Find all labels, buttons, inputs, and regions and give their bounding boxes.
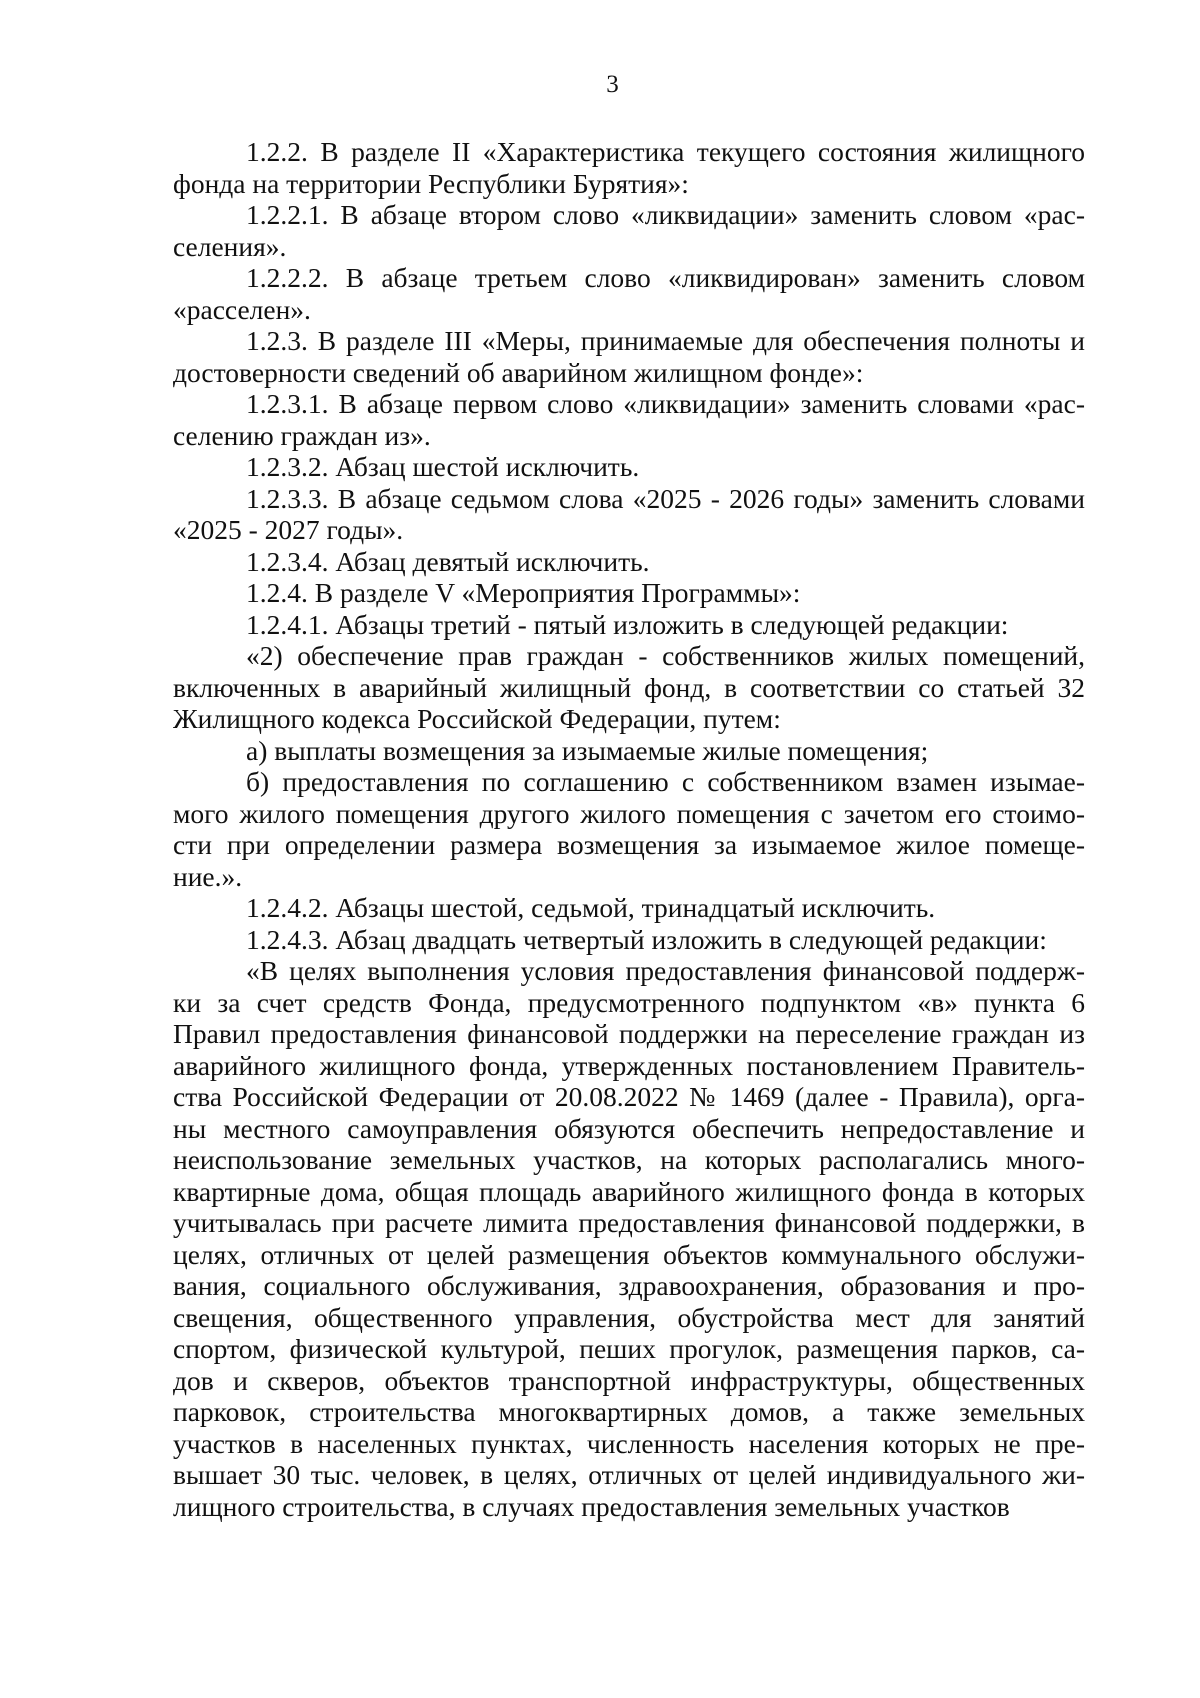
paragraph-line: 1.2.2. В разделе II «Характеристика текущего состояния жилищного <box>246 136 1085 167</box>
paragraph-line: 1.2.3.1. В абзаце первом слово «ликвидации» заменить словами «рас- <box>246 388 1085 419</box>
paragraph-line: Правил предоставления финансовой поддержки на переселение граждан из <box>173 1018 1085 1049</box>
paragraph-line: Жилищного кодекса Российской Федерации, путем: <box>173 703 781 734</box>
paragraph-line: лищного строительства, в случаях предоставления земельных участков <box>173 1490 1010 1522</box>
paragraph-line: сти при определении размера возмещения за изымаемое жилое помеще- <box>173 829 1085 860</box>
paragraph <box>173 199 1085 262</box>
paragraph-line: 1.2.2.2. В абзаце третьем слово «ликвидирован» заменить словом <box>246 262 1085 293</box>
paragraph-line: достоверности сведений об аварийном жилищном фонде»: <box>173 356 864 388</box>
page-number: 3 <box>606 71 619 98</box>
paragraph-line: 1.2.3.2. Абзац шестой исключить. <box>246 451 640 482</box>
paragraph-line: дов и скверов, объектов транспортной инфраструктуры, общественных <box>173 1364 1085 1396</box>
paragraph-line: включенных в аварийный жилищный фонд, в соответствии со статьей 32 <box>173 671 1085 703</box>
paragraph <box>173 924 1085 956</box>
paragraph <box>173 766 1085 892</box>
paragraph-line: учитывалась при расчете лимита предоставления финансовой поддержки, в <box>173 1207 1085 1238</box>
paragraph-line: «В целях выполнения условия предоставления финансовой поддерж- <box>246 955 1085 986</box>
paragraph-line: 1.2.3.3. В абзаце седьмом слова «2025 - 2026 годы» заменить словами <box>246 482 1085 514</box>
paragraph-line: квартирные дома, общая площадь аварийного жилищного фонда в которых <box>173 1175 1085 1207</box>
paragraph-line: парковок, строительства многоквартирных домов, а также земельных <box>173 1396 1085 1427</box>
paragraph-line: «расселен». <box>173 293 311 325</box>
paragraph-line: свещения, общественного управления, обустройства мест для занятий <box>173 1301 1085 1333</box>
paragraph-line: селению граждан из». <box>173 419 431 451</box>
paragraph-line: 1.2.4.3. Абзац двадцать четвертый изложить в следующей редакции: <box>246 923 1047 955</box>
paragraph <box>173 546 1085 578</box>
paragraph-line: вышает 30 тыс. человек, в целях, отличных от целей индивидуального жи- <box>173 1459 1085 1490</box>
paragraph-line: участков в населенных пунктах, численность населения которых не пре- <box>173 1427 1085 1459</box>
paragraph <box>173 640 1085 735</box>
paragraph-line: фонда на территории Республики Бурятия»: <box>173 167 689 199</box>
paragraph-line: б) предоставления по соглашению с собственником взамен изымае- <box>246 766 1085 797</box>
paragraph-line: 1.2.4.2. Абзацы шестой, седьмой, тринадцатый исключить. <box>246 892 936 923</box>
document-body <box>173 136 1085 1522</box>
paragraph <box>173 735 1085 767</box>
paragraph-line: ки за счет средств Фонда, предусмотренного подпунктом «в» пункта 6 <box>173 986 1085 1018</box>
paragraph-line: селения». <box>173 230 287 262</box>
paragraph-line: спортом, физической культурой, пеших прогулок, размещения парков, са- <box>173 1333 1085 1364</box>
paragraph <box>173 325 1085 388</box>
paragraph-line: вания, социального обслуживания, здравоохранения, образования и про- <box>173 1270 1085 1301</box>
paragraph-line: 1.2.4.1. Абзацы третий - пятый изложить в следующей редакции: <box>246 608 1009 640</box>
paragraph <box>173 609 1085 641</box>
paragraph-line: аварийного жилищного фонда, утвержденных постановлением Правитель- <box>173 1049 1085 1081</box>
paragraph-line: 1.2.3. В разделе III «Меры, принимаемые для обеспечения полноты и <box>246 325 1085 356</box>
paragraph <box>173 483 1085 546</box>
paragraph-line: 1.2.4. В разделе V «Мероприятия Программы»: <box>246 577 801 608</box>
paragraph <box>173 955 1085 1522</box>
paragraph-line: ние.». <box>173 860 243 892</box>
paragraph <box>173 892 1085 924</box>
paragraph <box>173 451 1085 483</box>
paragraph <box>173 577 1085 609</box>
paragraph <box>173 262 1085 325</box>
paragraph <box>173 136 1085 199</box>
paragraph-line: «2) обеспечение прав граждан - собственников жилых помещений, <box>246 640 1085 671</box>
paragraph-line: «2025 - 2027 годы». <box>173 514 404 545</box>
paragraph-line: ны местного самоуправления обязуются обеспечить непредоставление и <box>173 1112 1085 1144</box>
paragraph-line: 1.2.2.1. В абзаце втором слово «ликвидации» заменить словом «рас- <box>246 199 1085 230</box>
paragraph <box>173 388 1085 451</box>
paragraph-line: а) выплаты возмещения за изымаемые жилые помещения; <box>246 734 929 766</box>
paragraph-line: мого жилого помещения другого жилого помещения с зачетом его стоимо- <box>173 797 1085 829</box>
paragraph-line: 1.2.3.4. Абзац девятый исключить. <box>246 545 650 577</box>
paragraph-line: целях, отличных от целей размещения объектов коммунального обслужи- <box>173 1238 1085 1270</box>
paragraph-line: неиспользование земельных участков, на которых располагались много- <box>173 1144 1085 1175</box>
paragraph-line: ства Российской Федерации от 20.08.2022 № 1469 (далее - Правила), орга- <box>173 1081 1085 1112</box>
